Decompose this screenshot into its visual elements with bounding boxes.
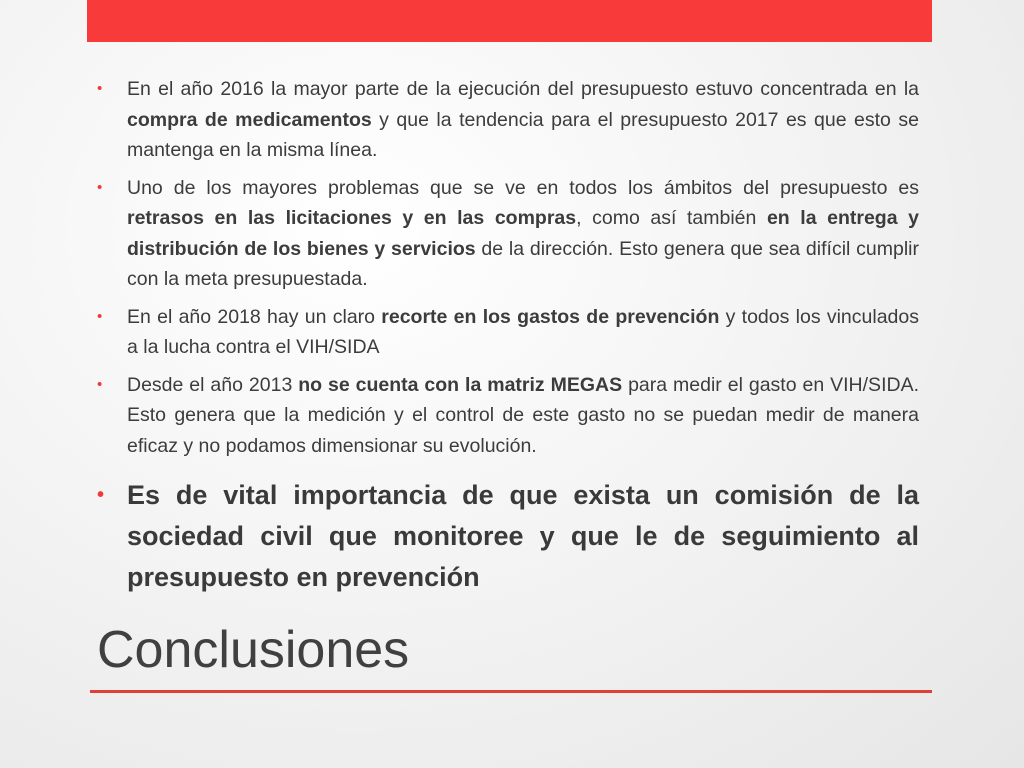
bullet-text-bold: Es de vital importancia de que exista un comisión de la sociedad civil que monitoree y que le de seguimiento al presupuesto en prevención xyxy=(127,480,919,592)
bullet-text-run: Desde el año 2013 xyxy=(127,373,299,396)
bullet-text-bold: compra de medicamentos xyxy=(127,108,372,131)
bullet-dot-icon: • xyxy=(97,178,103,196)
bullet-text-run: y todos los vinculados a la lucha contra el VIH/SIDA xyxy=(127,305,919,358)
bullet-text-bold: en la entrega y distribución de los bienes y servicios xyxy=(127,207,919,260)
bullet-text-run: Uno de los mayores problemas que se ve en todos los ámbitos del presupuesto es xyxy=(127,176,919,199)
bullet-text xyxy=(127,306,919,359)
bullet-item-highlight xyxy=(97,475,919,598)
title-underline xyxy=(90,690,932,693)
bullet-text xyxy=(127,480,919,592)
bullet-item xyxy=(97,370,919,462)
top-accent-bar xyxy=(87,0,932,42)
bullet-dot-icon: • xyxy=(97,375,103,393)
conclusions-bullet-list xyxy=(97,74,919,605)
bullet-text-run: para medir el gasto en VIH/SIDA. Esto genera que la medición y el control de este gasto no se puedan medir de manera eficaz y no podamos dimensionar su evolución. xyxy=(127,373,919,457)
bullet-item xyxy=(97,173,919,295)
bullet-text-run: , como así también xyxy=(576,207,767,229)
bullet-text-run: de la dirección. Esto genera que sea difícil cumplir con la meta presupuestada. xyxy=(127,237,919,290)
bullet-text xyxy=(127,177,919,291)
bullet-dot-icon: • xyxy=(97,80,103,97)
bullet-text-bold: recorte en los gastos de prevención xyxy=(381,305,720,328)
bullet-text-run: En el año 2016 la mayor parte de la ejecución del presupuesto estuvo concentrada en la xyxy=(127,78,919,100)
bullet-text-run: y que la tendencia para el presupuesto 2017 es que esto se mantenga en la misma línea. xyxy=(127,108,919,161)
slide-title: Conclusiones xyxy=(97,621,410,679)
bullet-text-bold: retrasos en las licitaciones y en las compras xyxy=(127,207,577,229)
bullet-text-run: En el año 2018 hay un claro xyxy=(127,305,382,328)
bullet-text xyxy=(127,78,919,161)
bullet-text-bold: no se cuenta con la matriz MEGAS xyxy=(298,373,623,396)
bullet-text xyxy=(127,374,919,457)
bullet-dot-icon: • xyxy=(97,307,103,325)
bullet-item xyxy=(97,74,919,166)
bullet-item xyxy=(97,302,919,363)
bullet-dot-icon: • xyxy=(97,484,105,506)
